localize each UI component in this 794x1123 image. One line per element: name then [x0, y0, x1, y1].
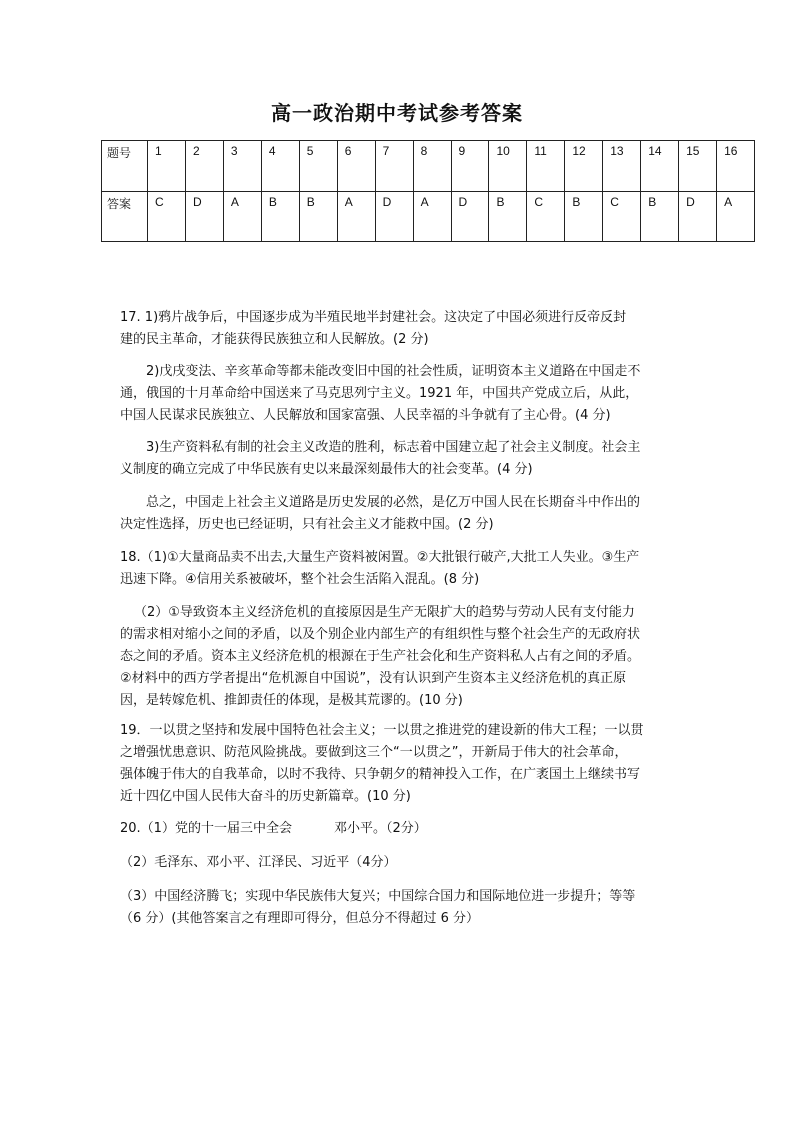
table-cell: 11: [527, 141, 565, 192]
table-cell: A: [413, 191, 451, 242]
table-cell: 1: [148, 141, 186, 192]
q20-part-1-answer-a: 20.（1）党的十一届三中全会: [120, 821, 292, 836]
table-header-answer: 答案: [102, 191, 148, 242]
q17-paragraph-1: [120, 307, 680, 351]
table-cell: D: [451, 191, 489, 242]
q18-paragraph-1: [120, 547, 680, 591]
table-cell: 2: [185, 141, 223, 192]
q20-part-3: [120, 886, 680, 930]
table-cell: 10: [489, 141, 527, 192]
table-cell: B: [261, 191, 299, 242]
answer-key-table: [101, 140, 755, 242]
table-cell: B: [565, 191, 603, 242]
table-cell: 7: [375, 141, 413, 192]
text-line: 总之，中国走上社会主义道路是历史发展的必然，是亿万中国人民在长期奋斗中作出的: [146, 495, 641, 510]
text-line: 的需求相对缩小之间的矛盾，以及个别企业内部生产的有组织性与整个社会生产的无政府状: [120, 627, 641, 642]
text-line: 因，是转嫁危机、推卸责任的体现，是极其荒谬的。(10 分): [120, 693, 463, 708]
text-line: 17. 1)鸦片战争后，中国逐步成为半殖民地半封建社会。这决定了中国必须进行反帝反封: [120, 310, 627, 325]
text-line: 18.（1)①大量商品卖不出去,大量生产资料被闲置。②大批银行破产,大批工人失业。③生产: [120, 550, 640, 565]
q17-paragraph-2: [120, 361, 680, 427]
text-line: 中国人民谋求民族独立、人民解放和国家富强、人民幸福的斗争就有了主心骨。(4 分): [120, 408, 611, 423]
q18-paragraph-2: [120, 602, 680, 712]
table-cell: 6: [337, 141, 375, 192]
q20-part-1: [120, 818, 680, 840]
table-cell: B: [641, 191, 679, 242]
table-cell: 12: [565, 141, 603, 192]
q19-paragraph: [120, 720, 680, 808]
text-line: 强体魄于伟大的自我革命，以时不我待、只争朝夕的精神投入工作，在广袤国土上继续书写: [120, 767, 641, 782]
table-cell: 3: [223, 141, 261, 192]
q20-part-1-answer-b: 邓小平。（2分）: [333, 821, 427, 836]
table-cell: 5: [299, 141, 337, 192]
text-line: [120, 818, 680, 840]
text-line: 义制度的确立完成了中华民族有史以来最深刻最伟大的社会变革。(4 分): [120, 462, 533, 477]
q20-part-2: [120, 852, 680, 874]
text-line: 态之间的矛盾。资本主义经济危机的根源在于生产社会化和生产资料私人占有之间的矛盾。: [120, 649, 641, 664]
text-line: 2)戊戌变法、辛亥革命等都未能改变旧中国的社会性质，证明资本主义道路在中国走不: [146, 364, 641, 379]
table-cell: 16: [717, 141, 755, 192]
table-cell: A: [223, 191, 261, 242]
table-row-answers: [102, 191, 755, 242]
table-cell: D: [375, 191, 413, 242]
table-cell: 9: [451, 141, 489, 192]
page-title: 高一政治期中考试参考答案: [271, 101, 523, 125]
table-cell: 8: [413, 141, 451, 192]
table-cell: D: [679, 191, 717, 242]
text-line: 19．一以贯之坚持和发展中国特色社会主义；一以贯之推进党的建设新的伟大工程；一以贯: [120, 723, 644, 738]
table-cell: C: [527, 191, 565, 242]
table-header-question-number: 题号: [102, 141, 148, 192]
text-line: （2）毛泽东、邓小平、江泽民、习近平（4分）: [120, 855, 397, 870]
table-cell: 14: [641, 141, 679, 192]
table-cell: A: [717, 191, 755, 242]
text-line: 近十四亿中国人民伟大奋斗的历史新篇章。(10 分): [120, 789, 411, 804]
table-cell: C: [603, 191, 641, 242]
table-cell: D: [185, 191, 223, 242]
table-cell: 15: [679, 141, 717, 192]
table-cell: B: [299, 191, 337, 242]
text-line: （6 分）(其他答案言之有理即可得分，但总分不得超过 6 分）: [120, 911, 480, 926]
text-line: 之增强忧患意识、防范风险挑战。要做到这三个“一以贯之”，开新局于伟大的社会革命，: [120, 745, 628, 760]
table-cell: C: [148, 191, 186, 242]
q17-paragraph-4: [120, 492, 680, 536]
text-line: 建的民主革命，才能获得民族独立和人民解放。(2 分): [120, 332, 429, 347]
text-line: 迅速下降。④信用关系被破坏，整个社会生活陷入混乱。(8 分): [120, 572, 480, 587]
table-row-numbers: [102, 141, 755, 192]
text-line: 决定性选择，历史也已经证明，只有社会主义才能救中国。(2 分): [120, 517, 494, 532]
text-line: 通，俄国的十月革命给中国送来了马克思列宁主义。1921 年，中国共产党成立后，从此，: [120, 386, 639, 401]
table-cell: A: [337, 191, 375, 242]
q17-paragraph-3: [120, 437, 680, 481]
table-cell: B: [489, 191, 527, 242]
text-line: 3)生产资料私有制的社会主义改造的胜利，标志着中国建立起了社会主义制度。社会主: [146, 440, 641, 455]
text-line: ②材料中的西方学者提出“危机源自中国说”，没有认识到产生资本主义经济危机的真正原: [120, 671, 627, 686]
table-cell: 13: [603, 141, 641, 192]
table-cell: 4: [261, 141, 299, 192]
text-line: （3）中国经济腾飞；实现中华民族伟大复兴；中国综合国力和国际地位进一步提升；等等: [120, 889, 636, 904]
text-line: （2）①导致资本主义经济危机的直接原因是生产无限扩大的趋势与劳动人民有支付能力: [134, 605, 635, 620]
